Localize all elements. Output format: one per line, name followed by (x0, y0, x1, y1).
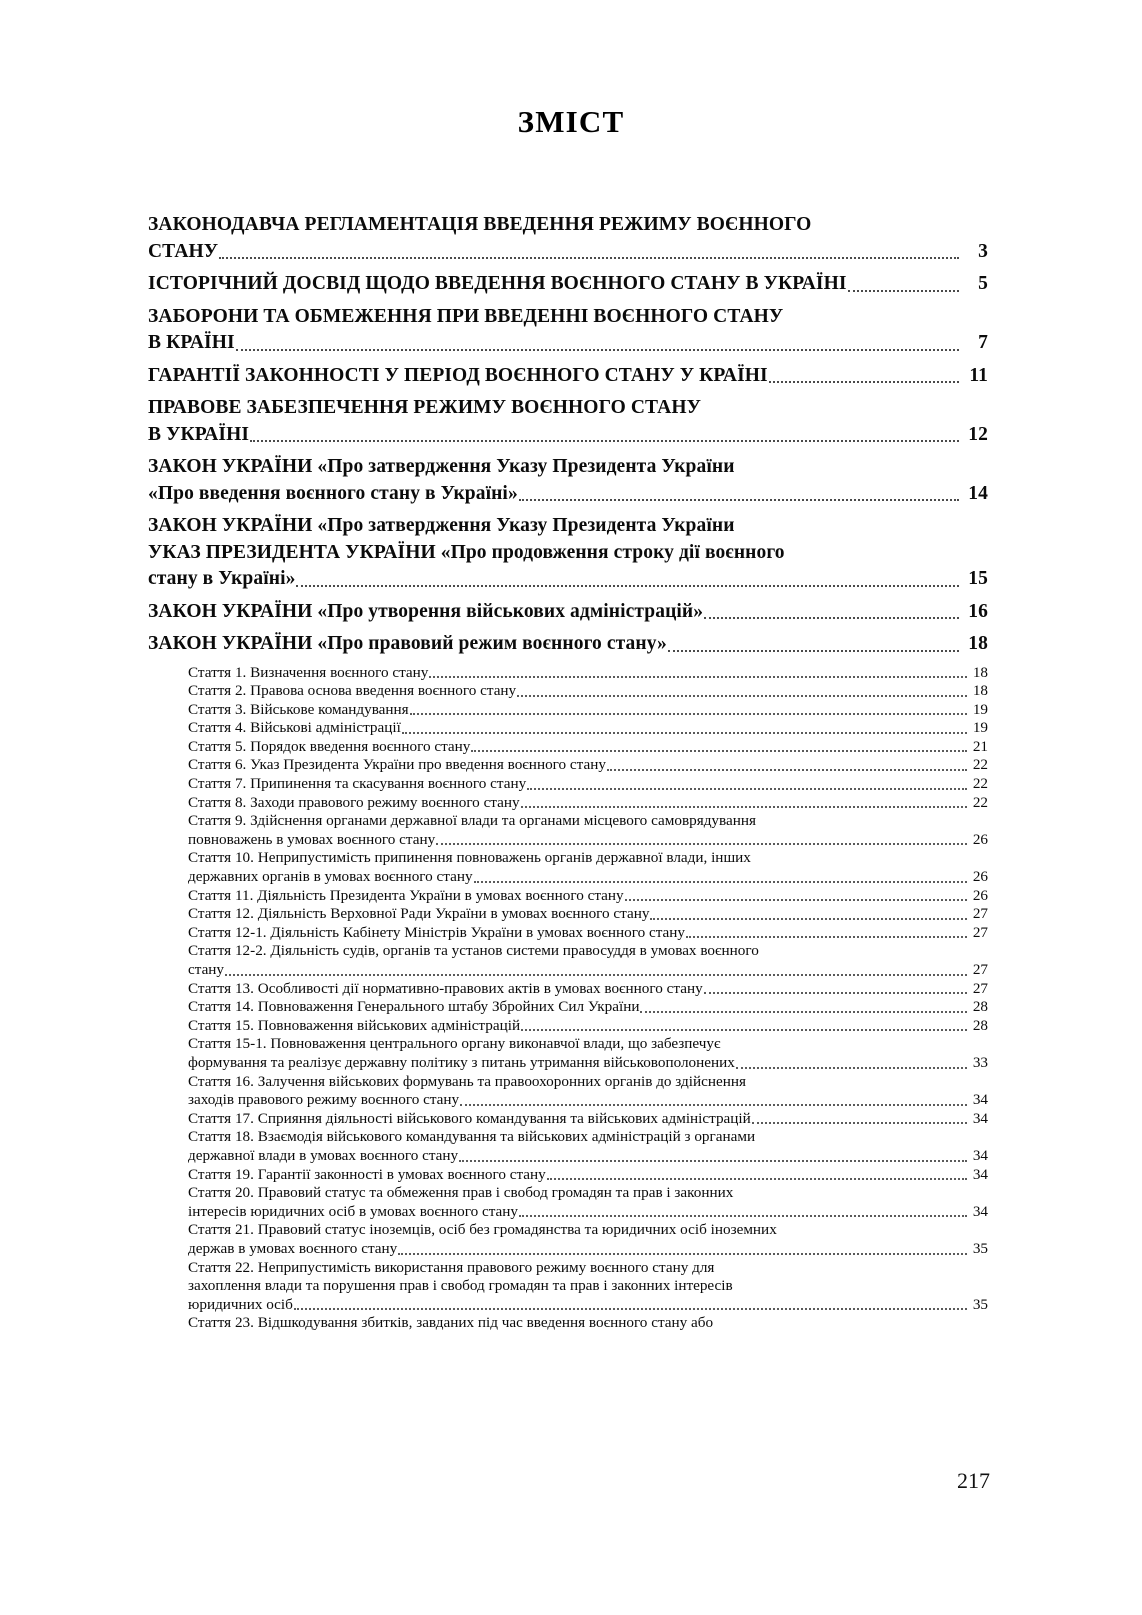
article-entry-label: Стаття 8. Заходи правового режиму воєнного стану (188, 793, 520, 811)
chapter-entry-label: СТАНУ (148, 240, 219, 262)
article-entry-page-number: 34 (972, 1109, 988, 1127)
article-entry-leader-row (188, 1017, 988, 1036)
page-folio: 217 (957, 1468, 990, 1493)
article-entry-page-number: 27 (972, 979, 988, 997)
chapter-entry[interactable] (148, 395, 988, 448)
article-entry-page-number: 27 (972, 905, 988, 923)
dot-leader (517, 694, 967, 697)
chapter-entry-leader-row (148, 422, 988, 449)
dot-leader (769, 380, 959, 383)
chapter-entry-label: «Про введення воєнного стану в Україні» (148, 482, 518, 504)
article-entry-leader-row (188, 980, 988, 999)
dot-leader (471, 749, 967, 752)
chapter-entry[interactable] (148, 212, 988, 265)
chapter-entry-leader-row (148, 239, 988, 266)
article-entry-leader-row (188, 794, 988, 813)
chapter-entry-leader-row (148, 363, 988, 390)
article-entry-leader-row (188, 1110, 988, 1129)
dot-leader (474, 880, 967, 883)
article-entry-page-number: 22 (972, 756, 988, 774)
chapter-entry-page-number: 11 (969, 364, 988, 386)
article-entry-page-number: 28 (972, 998, 988, 1016)
chapter-entry-label: ЗАКОН УКРАЇНИ «Про правовий режим воєнного стану» (148, 633, 667, 654)
chapter-entry-page-number: 16 (968, 600, 988, 622)
dot-leader (848, 289, 959, 292)
article-entry-label: юридичних осіб (188, 1295, 293, 1313)
article-entry-line: Стаття 10. Неприпустимість припинення повноважень органів державної влади, інших (188, 849, 751, 867)
chapter-entry-line: ЗАКОНОДАВЧА РЕГЛАМЕНТАЦІЯ ВВЕДЕННЯ РЕЖИМУ ВОЄННОГО (148, 214, 812, 235)
article-entry-line: захоплення влади та порушення прав і свобод громадян та прав і законних інтересів (188, 1277, 733, 1295)
article-entry-page-number: 22 (972, 793, 988, 811)
article-entry[interactable] (188, 738, 988, 757)
article-entry-line: Стаття 9. Здійснення органами державної влади та органами місцевого самоврядування (188, 812, 756, 830)
article-entry[interactable] (188, 1073, 988, 1110)
article-entry-leader-row (188, 1166, 988, 1185)
article-entry-leader-row (188, 1240, 988, 1259)
article-entry-leader-row (188, 775, 988, 794)
dot-leader (436, 842, 967, 845)
dot-leader (686, 935, 967, 938)
chapter-entry-line: ЗАКОН УКРАЇНИ «Про затвердження Указу Президента України (148, 515, 735, 536)
article-entry-page-number: 27 (972, 923, 988, 941)
article-entry[interactable] (188, 812, 988, 849)
article-entry-label: Стаття 7. Припинення та скасування воєнного стану (188, 775, 527, 793)
dot-leader (704, 616, 959, 619)
dot-leader (410, 712, 967, 715)
dot-leader (752, 1121, 967, 1124)
article-entry[interactable] (188, 1221, 988, 1258)
chapter-entry-page-number: 15 (968, 568, 988, 589)
article-entry-page-number: 34 (972, 1202, 988, 1220)
article-entry-leader-row (188, 664, 988, 683)
article-entry-label: Стаття 2. Правова основа введення воєнного стану (188, 682, 517, 700)
article-entry-label: Стаття 15. Повноваження військових адміністрацій (188, 1016, 521, 1034)
article-entry-label: Стаття 3. Військове командування (188, 700, 409, 718)
article-entry-leader-row (188, 738, 988, 757)
article-entry[interactable] (188, 1035, 988, 1072)
article-entry[interactable] (188, 887, 988, 906)
article-entry-label: Стаття 5. Порядок введення воєнного стану (188, 737, 471, 755)
article-entry[interactable] (188, 682, 988, 701)
chapter-entry[interactable] (148, 363, 988, 390)
dot-leader (402, 731, 967, 734)
chapter-entry-label: стану в Україні» (148, 568, 296, 589)
article-entry-leader-row (188, 1091, 988, 1110)
article-entry-page-number: 33 (972, 1053, 988, 1071)
chapter-entry[interactable] (148, 454, 988, 507)
article-entry[interactable] (188, 1017, 988, 1036)
article-entry-label: держав в умовах воєнного стану (188, 1239, 398, 1257)
chapter-entry-page-number: 5 (978, 273, 988, 294)
dot-leader (429, 675, 967, 678)
chapter-entry-leader-row (148, 330, 988, 357)
article-entry-leader-row (188, 868, 988, 887)
chapter-entry-leader-row (148, 566, 988, 593)
chapter-entry-line: ЗАКОН УКРАЇНИ «Про затвердження Указу Президента України (148, 456, 735, 477)
dot-leader (521, 805, 967, 808)
article-entry-leader-row (188, 1296, 988, 1315)
chapter-entry-page-number: 14 (968, 482, 988, 504)
article-entry[interactable] (188, 905, 988, 924)
article-entry-label: Стаття 17. Сприяння діяльності військового командування та військових адміністрацій (188, 1109, 751, 1127)
dot-leader (607, 768, 967, 771)
table-of-contents (148, 212, 988, 1333)
article-entry-label: Стаття 12. Діяльність Верховної Ради України в умовах воєнного стану (188, 905, 650, 923)
article-entry-page-number: 18 (972, 682, 988, 700)
chapter-entry-page-number: 12 (968, 423, 988, 445)
article-entry-leader-row (188, 887, 988, 906)
article-entry-leader-row (188, 998, 988, 1017)
chapter-entry-label: ЗАКОН УКРАЇНИ «Про утворення військових адміністрацій» (148, 600, 704, 622)
article-entry-label: Стаття 11. Діяльність Президента України в умовах воєнного стану (188, 886, 624, 904)
chapter-entry-line: УКАЗ ПРЕЗИДЕНТА УКРАЇНИ «Про продовження строку дії воєнного (148, 541, 785, 563)
article-entry-line: Стаття 22. Неприпустимість використання правового режиму воєнного стану для (188, 1258, 715, 1276)
article-entry-leader-row (188, 1314, 988, 1333)
article-entry-label: стану (188, 961, 225, 978)
chapter-entry-label: В УКРАЇНІ (148, 423, 250, 445)
dot-leader (459, 1159, 967, 1162)
chapter-entry-label: В КРАЇНІ (148, 332, 235, 353)
chapter-entry-label: ГАРАНТІЇ ЗАКОННОСТІ У ПЕРІОД ВОЄННОГО СТАНУ У КРАЇНІ (148, 364, 768, 386)
article-entry-list (148, 664, 988, 1333)
article-entry-label: повноважень в умовах воєнного стану (188, 830, 436, 848)
article-entry-page-number: 21 (972, 737, 988, 755)
dot-leader (547, 1177, 967, 1180)
page-title: ЗМІСТ (517, 104, 625, 139)
dot-leader (519, 1214, 967, 1217)
article-entry[interactable] (188, 1166, 988, 1185)
dot-leader (650, 917, 967, 920)
article-entry-page-number: 26 (972, 868, 988, 886)
dot-leader (294, 1307, 967, 1310)
article-entry-page-number: 18 (972, 663, 988, 681)
article-entry[interactable] (188, 701, 988, 720)
dot-leader (219, 256, 959, 259)
article-entry-line: Стаття 12-2. Діяльність судів, органів та установ системи правосуддя в умовах воєнного (188, 942, 759, 960)
chapter-entry[interactable] (148, 271, 988, 298)
article-entry-line: Стаття 21. Правовий статус іноземців, осіб без громадянства та юридичних осіб іноземних (188, 1221, 777, 1239)
article-entry[interactable] (188, 1184, 988, 1221)
dot-leader (460, 1103, 967, 1106)
article-entry-label: Стаття 23. Відшкодування збитків, завданих під час введення воєнного стану або (188, 1314, 714, 1332)
article-entry[interactable] (188, 794, 988, 813)
article-entry-line: Стаття 16. Залучення військових формувань та правоохоронних органів до здійснення (188, 1072, 746, 1090)
article-entry-leader-row (188, 961, 988, 980)
article-entry-leader-row (188, 756, 988, 775)
chapter-entry-leader-row (148, 599, 988, 626)
chapter-entry-list (148, 212, 988, 1333)
article-entry[interactable] (188, 1128, 988, 1165)
article-entry-label: Стаття 13. Особливості дії нормативно-правових актів в умовах воєнного стану (188, 979, 703, 997)
article-entry-page-number: 22 (972, 775, 988, 793)
dot-leader (668, 649, 959, 652)
article-entry-label: заходів правового режиму воєнного стану (188, 1091, 460, 1109)
article-entry-page-number: 26 (972, 886, 988, 904)
dot-leader (250, 439, 959, 442)
article-entry-label: формування та реалізує державну політику з питань утримання військовополонених (188, 1053, 735, 1071)
article-entry-leader-row (188, 1147, 988, 1166)
article-entry-label: Стаття 12-1. Діяльність Кабінету Міністрів України в умовах воєнного стану (188, 923, 686, 941)
article-entry-leader-row (188, 905, 988, 924)
article-entry[interactable] (188, 1259, 988, 1315)
article-entry[interactable] (188, 849, 988, 886)
dot-leader (521, 1028, 967, 1031)
article-entry[interactable] (188, 719, 988, 738)
chapter-entry-leader-row (148, 481, 988, 508)
article-entry-label: Стаття 1. Визначення воєнного стану (188, 663, 429, 681)
dot-leader (296, 584, 959, 587)
chapter-entry-page-number: 3 (978, 240, 988, 262)
article-entry-line: Стаття 20. Правовий статус та обмеження прав і свобод громадян та прав і законних (188, 1184, 734, 1202)
article-entry-page-number: 34 (972, 1165, 988, 1183)
article-entry-page-number: 35 (972, 1239, 988, 1257)
chapter-entry-page-number: 7 (978, 332, 988, 353)
article-entry-label: Стаття 14. Повноваження Генерального штабу Збройних Сил України (188, 998, 640, 1016)
dot-leader (736, 1066, 967, 1069)
chapter-entry-line: ПРАВОВЕ ЗАБЕЗПЕЧЕННЯ РЕЖИМУ ВОЄННОГО СТАНУ (148, 397, 702, 418)
article-entry-page-number: 19 (972, 719, 988, 737)
article-entry-leader-row (188, 1203, 988, 1222)
article-entry-page-number: 34 (972, 1146, 988, 1164)
dot-leader (704, 991, 967, 994)
chapter-entry[interactable] (148, 513, 988, 593)
article-entry[interactable] (188, 942, 988, 979)
article-entry-label: Стаття 4. Військові адміністрації (188, 719, 401, 737)
chapter-entry-line: ЗАБОРОНИ ТА ОБМЕЖЕННЯ ПРИ ВВЕДЕННІ ВОЄННОГО СТАНУ (148, 305, 784, 327)
article-entry-page-number: 28 (972, 1016, 988, 1034)
dot-leader (527, 787, 967, 790)
article-entry-page-number: 26 (972, 830, 988, 848)
chapter-entry[interactable] (148, 631, 988, 658)
article-entry[interactable] (188, 756, 988, 775)
article-entry-leader-row (188, 831, 988, 850)
dot-leader (225, 973, 967, 976)
chapter-entry-leader-row (148, 271, 988, 298)
article-entry-line: Стаття 15-1. Повноваження центрального органу виконавчої влади, що забезпечує (188, 1035, 721, 1053)
article-entry-leader-row (188, 719, 988, 738)
article-entry-leader-row (188, 682, 988, 701)
article-entry[interactable] (188, 775, 988, 794)
article-entry[interactable] (188, 1314, 988, 1333)
dot-leader (625, 898, 967, 901)
article-entry[interactable] (188, 924, 988, 943)
article-entry[interactable] (188, 664, 988, 683)
article-entry[interactable] (188, 998, 988, 1017)
chapter-entry[interactable] (148, 304, 988, 357)
article-entry-label: державних органів в умовах воєнного стану (188, 868, 473, 886)
article-entry-label: державної влади в умовах воєнного стану (188, 1146, 459, 1164)
article-entry-leader-row (188, 701, 988, 720)
article-entry[interactable] (188, 980, 988, 999)
chapter-entry[interactable] (148, 599, 988, 626)
article-entry[interactable] (188, 1110, 988, 1129)
dot-leader (640, 1010, 967, 1013)
dot-leader (236, 348, 959, 351)
chapter-entry-label: ІСТОРІЧНИЙ ДОСВІД ЩОДО ВВЕДЕННЯ ВОЄННОГО СТАНУ В УКРАЇНІ (148, 273, 847, 294)
article-entry-page-number: 35 (972, 1295, 988, 1313)
article-entry-page-number: 19 (972, 700, 988, 718)
article-entry-page-number: 34 (972, 1091, 988, 1109)
article-entry-page-number: 27 (972, 961, 988, 978)
article-entry-leader-row (188, 924, 988, 943)
article-entry-label: інтересів юридичних осіб в умовах воєнного стану (188, 1202, 518, 1220)
article-entry-label: Стаття 19. Гарантії законності в умовах воєнного стану (188, 1165, 546, 1183)
article-entry-leader-row (188, 1054, 988, 1073)
article-entry-line: Стаття 18. Взаємодія військового командування та військових адміністрацій з органами (188, 1128, 756, 1146)
chapter-entry-page-number: 18 (968, 633, 988, 654)
dot-leader (519, 498, 959, 501)
dot-leader (398, 1252, 967, 1255)
article-entry-label: Стаття 6. Указ Президента України про введення воєнного стану (188, 756, 606, 774)
chapter-entry-leader-row (148, 631, 988, 658)
